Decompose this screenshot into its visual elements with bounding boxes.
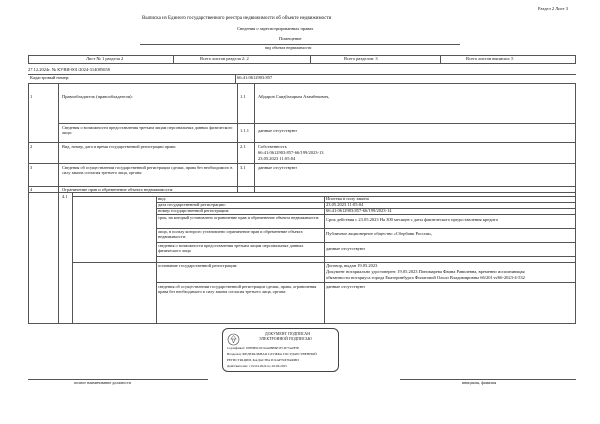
row-2-subnumber: 2.1 <box>240 144 246 149</box>
object-type: Помещение <box>279 36 302 41</box>
encumbrance-basis-line-1: Договор, выдан 19.05.2023 <box>326 263 378 268</box>
row-3-subnumber: 3.1 <box>240 165 246 170</box>
sections-count: Всего разделов: 3 <box>344 56 378 61</box>
encumbrance-type-value: Ипотека в силу закона <box>326 196 369 201</box>
document-reference: 27.12.2024г. № КУВИ-001/2024-314085658 <box>28 67 110 72</box>
sheet-number: Лист № 1 раздела 2 <box>86 56 124 61</box>
document-title: Выписка из Единого государственного реестра недвижимости об объекте недвижимости <box>142 16 332 21</box>
row-1-1-value: данные отсутствуют <box>258 128 298 133</box>
cadastral-number: 66:41:0612903:857 <box>237 75 273 80</box>
stamp-owner: Владелец: ФЕДЕРАЛЬНАЯ СЛУЖБА ГОСУДАРСТВЕННОЙ <box>227 352 317 356</box>
encumbrance-reg-number-value: 66:41:0612903:857-66/199/2023-14 <box>326 208 392 213</box>
row-1-subnumber: 1.1 <box>240 94 246 99</box>
stamp-validity: Действителен: с 02.04.2024 по 26.06.2025 <box>227 364 287 368</box>
object-type-caption: вид объекта недвижимости <box>265 45 312 50</box>
row-1-number: 1 <box>30 94 33 99</box>
stamp-title-2: ЭЛЕКТРОННОЙ ПОДПИСЬЮ <box>259 337 312 341</box>
row-1-label: Правообладатель (правообладатели): <box>62 94 133 99</box>
position-caption: полное наименование должности <box>74 380 131 385</box>
document-subtitle: Сведения о зарегистрированных правах <box>237 26 314 31</box>
cadastral-label: Кадастровый номер: <box>30 75 70 80</box>
row-3-value: данные отсутствуют <box>258 165 298 170</box>
row-4-label: Ограничение прав и обременение объекта недвижимости: <box>62 186 174 192</box>
encumbrance-deal-label: сведения об осуществлении государственной регистрации сделки, права, ограничения права без необходимого в силу закона согласия третьего лица, органа: <box>158 284 317 294</box>
row-1-value: Айдаров Саидбахарым Азамбекович, <box>258 94 330 99</box>
stamp-owner-2: РЕГИСТРАЦИИ, КАДАСТРА И КАРТОГРАФИИ <box>227 358 299 362</box>
encumbrance-basis-line-3: обязанности нотариуса города Екатеринбурга Филатовой Ольги Владимировны 66/201-н/66-2023-4-532 <box>326 275 525 280</box>
row-1-1-subnumber: 1.1.1 <box>240 128 249 133</box>
encumbrance-term-label: срок, на который установлено ограничение прав и обременение объекта недвижимости: <box>158 215 320 220</box>
row-1-1-label: Сведения о возможности предоставления третьим лицам персональных данных физического лица: <box>62 125 233 135</box>
encumbrance-reg-number-label: номер государственной регистрации: <box>158 208 230 213</box>
name-caption: инициалы, фамилия <box>462 380 497 385</box>
electronic-signature-stamp <box>222 328 339 372</box>
encumbrance-personal-data-label: сведения о возможности предоставления третьим лицам персональных данных физического лица <box>158 243 304 253</box>
sheets-total: Всего листов выписки: 5 <box>466 56 514 61</box>
emblem-icon <box>227 333 240 346</box>
encumbrance-type-label: вид: <box>158 196 167 201</box>
row-2-label: Вид, номер, дата и время государственной регистрации права: <box>62 144 177 149</box>
row-2-number: 2 <box>30 144 33 149</box>
encumbrance-reg-date-label: дата государственной регистрации: <box>158 202 226 207</box>
stamp-title: ДОКУМЕНТ ПОДПИСАН <box>265 332 311 336</box>
row-3-label: Сведения об осуществлении государственной регистрации сделки, права без необходимого в силу закона согласия третьего лица, органа: <box>62 165 233 175</box>
encumbrance-reg-date-value: 23.05.2023 11:05:04 <box>326 202 364 207</box>
section-page-label: Раздел 2 Лист 3 <box>538 6 569 11</box>
row-2-value-line-1: Собственность <box>258 144 287 149</box>
stamp-certificate: Сертификат: 00F0B9C6C94A98B6E1F1D75A0F5E <box>227 346 300 350</box>
encumbrance-beneficiary-value: Публичное акционерное общество «Сбербанк России», <box>326 231 433 236</box>
encumbrance-deal-value: данные отсутствуют <box>326 284 366 289</box>
encumbrance-term-value: Срок действия с 23.05.2023 На 300 месяцев с даты фактического предоставления кредита <box>326 217 498 222</box>
encumbrance-beneficiary-label: лицо, в пользу которого установлено ограничение прав и обременение объекта недвижимости: <box>158 229 303 239</box>
row-3-number: 3 <box>30 165 33 170</box>
encumbrance-number: 4.1 <box>62 194 68 199</box>
sheets-in-section: Всего листов раздела 2: 2 <box>200 56 249 61</box>
encumbrance-basis-label: основание государственной регистрации: <box>158 263 238 268</box>
encumbrance-personal-data-value: данные отсутствуют <box>326 246 366 251</box>
row-2-value-line-3: 23.05.2023 11:05:04 <box>258 156 296 161</box>
row-4-number: 4 <box>30 186 33 192</box>
encumbrance-basis-line-2: Документ нотариально удостоверен: 19.05.2023 Пономарева Фаина Равилевна, временно исполняющая <box>326 269 525 274</box>
row-2-value-line-2: 66:41:0612903:857-66/199/2023-13 <box>258 150 324 155</box>
